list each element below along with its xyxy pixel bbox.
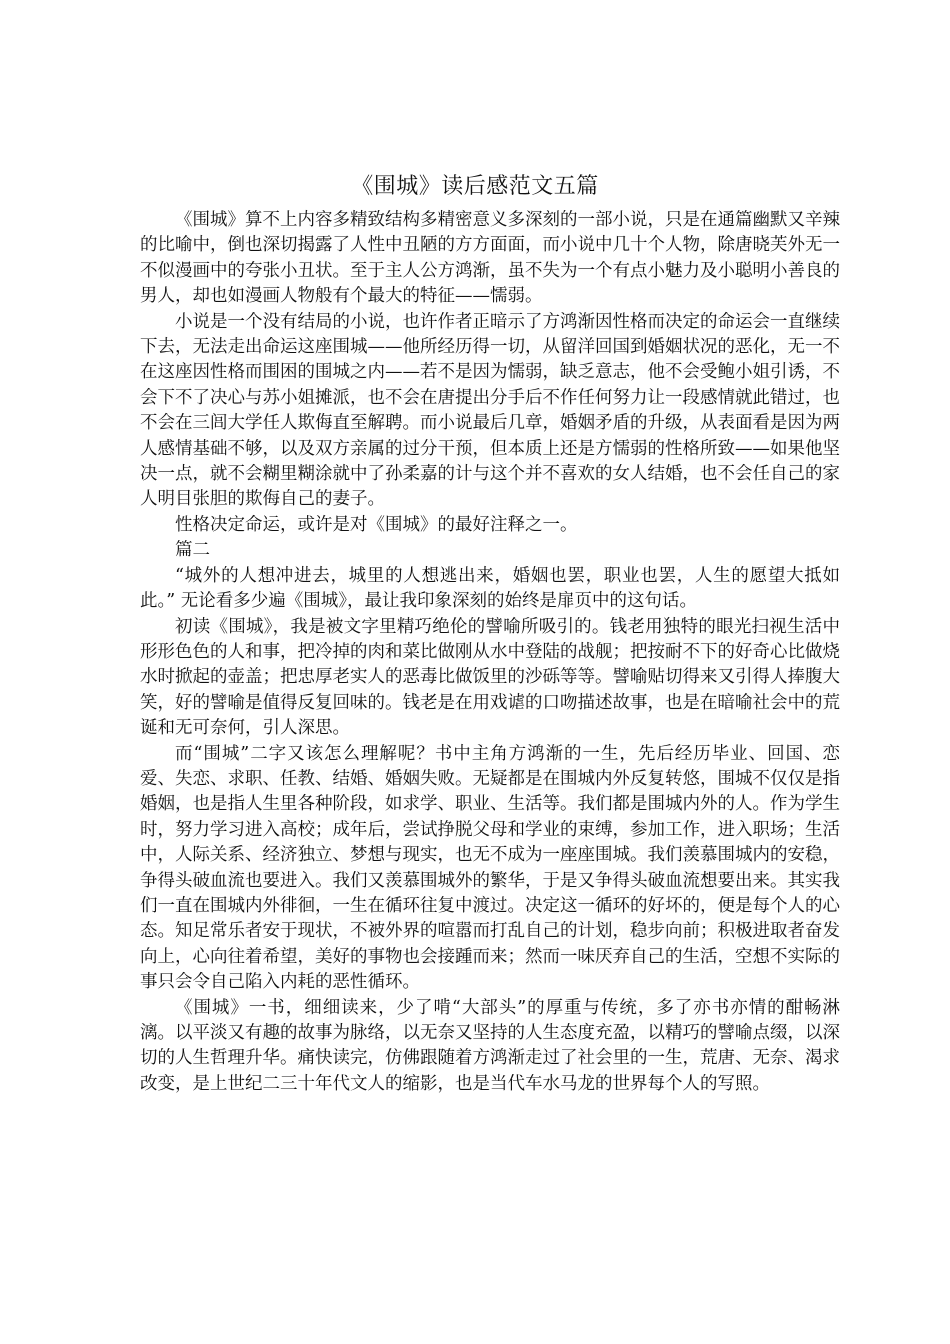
- paragraph-7: 《围城》一书，细细读来，少了啃“大部头”的厚重与传统，多了亦书亦情的酣畅淋漓。以平淡又有趣的故事为脉络，以无奈又坚持的人生态度充盈，以精巧的譬喻点缀，以深切的人生哲理升华。痛快读完，仿佛跟随着方鸿渐走过了社会里的一生，荒唐、无奈、渴求改变，是上世纪二三十年代文人的缩影，也是当代车水马龙的世界每个人的写照。: [140, 997, 840, 1094]
- paragraph-4: “城外的人想冲进去，城里的人想逃出来，婚姻也罢，职业也罢，人生的愿望大抵如此。” 无论看多少遍《围城》，最让我印象深刻的始终是扉页中的这句话。: [140, 565, 840, 612]
- document-body: [140, 208, 840, 1097]
- paragraph-1: 《围城》算不上内容多精致结构多精密意义多深刻的一部小说，只是在通篇幽默又辛辣的比喻中，倒也深切揭露了人性中丑陋的方方面面，而小说中几十个人物，除唐晓芙外无一不似漫画中的夸张小丑状。至于主人公方鸿渐，虽不失为一个有点小魅力及小聪明小善良的男人，却也如漫画人物般有个最大的特征——懦弱。: [140, 210, 840, 307]
- section-heading-2: 篇二: [175, 540, 210, 561]
- paragraph-3: 性格决定命运，或许是对《围城》的最好注释之一。: [175, 514, 578, 535]
- paragraph-2: 小说是一个没有结局的小说，也许作者正暗示了方鸿渐因性格而决定的命运会一直继续下去，无法走出命运这座围城——他所经历得一切，从留洋回国到婚姻状况的恶化，无一不在这座因性格而围困的围城之内——若不是因为懦弱，缺乏意志，他不会受鲍小姐引诱，不会下不了决心与苏小姐摊派，也不会在唐提出分手后不作任何努力让一段感情就此错过，也不会在三闾大学任人欺侮直至解聘。而小说最后几章，婚姻矛盾的升级，从表面看是因为两人感情基础不够，以及双方亲属的过分干预，但本质上还是方懦弱的性格所致——如果他坚决一点，就不会糊里糊涂就中了孙柔嘉的计与这个并不喜欢的女人结婚，也不会任自己的家人明目张胆的欺侮自己的妻子。: [140, 311, 840, 510]
- paragraph-6: 而“围城”二字又该怎么理解呢？书中主角方鸿渐的一生，先后经历毕业、回国、恋爱、失恋、求职、任教、结婚、婚姻失败。无疑都是在围城内外反复转悠，围城不仅仅是指婚姻，也是指人生里各种阶段，如求学、职业、生活等。我们都是围城内外的人。作为学生时，努力学习进入高校；成年后，尝试挣脱父母和学业的束缚，参加工作，进入职场；生活中，人际关系、经济独立、梦想与现实，也无不成为一座座围城。我们羡慕围城内的安稳，争得头破血流也要进入。我们又羡慕围城外的繁华，于是又争得头破血流想要出来。其实我们一直在围城内外徘徊，一生在循环往复中渡过。决定这一循环的好坏的，便是每个人的心态。知足常乐者安于现状，不被外界的喧嚣而打乱自己的计划，稳步向前；积极进取者奋发向上，心向往着希望，美好的事物也会接踵而来；然而一味厌弃自己的生活，空想不实际的事只会令自己陷入内耗的恶性循环。: [140, 743, 840, 993]
- paragraph-5: 初读《围城》，我是被文字里精巧绝伦的譬喻所吸引的。钱老用独特的眼光扫视生活中形形色色的人和事，把冷掉的肉和菜比做刚从水中登陆的战舰；把按耐不下的好奇心比做烧水时掀起的壶盖；把忠厚老实人的恶毒比做饭里的沙砾等等。譬喻贴切得来又引得人捧腹大笑，好的譬喻是值得反复回味的。钱老是在用戏谑的口吻描述故事，也是在暗喻社会中的荒诞和无可奈何，引人深思。: [140, 616, 840, 739]
- document-title: 《围城》读后感范文五篇: [351, 174, 599, 199]
